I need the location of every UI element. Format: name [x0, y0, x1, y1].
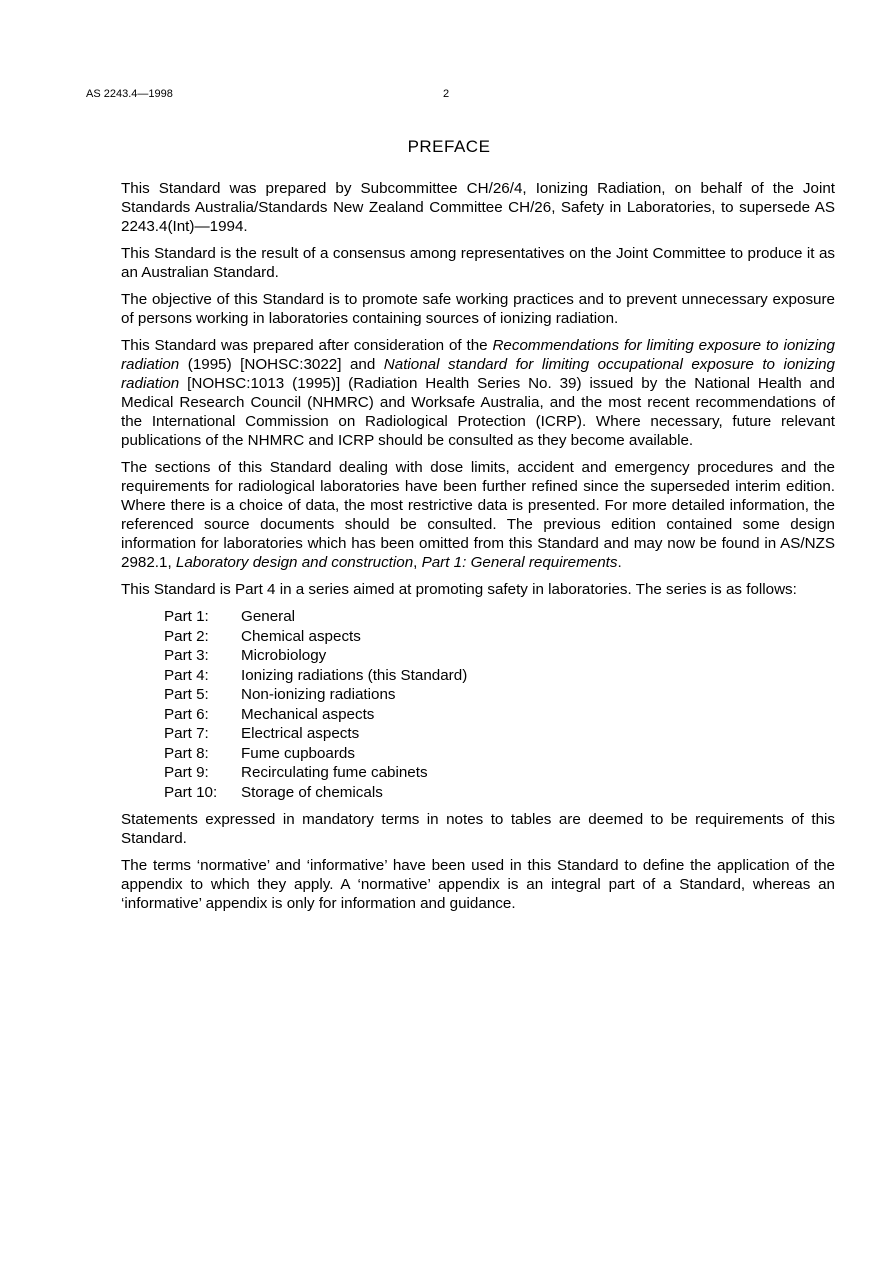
part-name: Electrical aspects: [241, 725, 360, 742]
part-name: Mechanical aspects: [241, 705, 375, 723]
part-number: Part 5:: [164, 686, 209, 703]
paragraph-mandatory-terms: Statements expressed in mandatory terms in notes to tables are deemed to be requirements of this Standard.: [121, 811, 835, 847]
part-number: Part 1:: [164, 608, 209, 625]
paragraph-text: ,: [413, 554, 422, 571]
part-number: Part 8:: [164, 744, 209, 762]
preface-body: [121, 179, 835, 921]
part-name: Non-ionizing radiations: [241, 686, 396, 703]
list-item: [164, 763, 835, 783]
paragraph-text: The sections of this Standard dealing with dose limits, accident and emergency procedures and the requirements for radiological laboratories have been further refined since the superseded interim edition. Where there is a choice of data, the most restrictive data is presented. For more detailed information, the referenced source documents should be consulted. The previous edition contained some design information for laboratories which has been omitted from this Standard and may now be found in AS/NZS 2982.1,: [121, 459, 835, 571]
part-name: Ionizing radiations (this Standard): [241, 666, 468, 684]
page-header: [86, 88, 806, 104]
list-item: [164, 724, 835, 744]
parts-list: [164, 607, 835, 802]
reference-title: National standard for limiting occupational exposure to ionizing radiation: [121, 356, 835, 392]
paragraph-text: (1995) [NOHSC:3022] and: [179, 356, 384, 373]
paragraph-prepared-by: This Standard was prepared by Subcommittee CH/26/4, Ionizing Radiation, on behalf of the Joint Standards Australia/Standards New Zealand Committee CH/26, Safety in Laboratories, to supersede AS 2243.4(Int)—1994.: [121, 180, 835, 235]
part-name: Fume cupboards: [241, 744, 355, 762]
paragraph-revisions: [121, 458, 835, 572]
part-number: Part 10:: [164, 783, 218, 801]
list-item: [164, 783, 835, 803]
paragraph-objective: The objective of this Standard is to promote safe working practices and to prevent unnecessary exposure of persons working in laboratories containing sources of ionizing radiation.: [121, 291, 835, 327]
page-title: PREFACE: [407, 137, 491, 156]
list-item: [164, 607, 835, 627]
list-item: [164, 685, 835, 705]
paragraph-normative-informative: The terms ‘normative’ and ‘informative’ have been used in this Standard to define the application of the appendix to which they apply. A ‘normative’ appendix is an integral part of a Standard, whereas an ‘informative’ appendix is only for information and guidance.: [121, 857, 835, 912]
part-name: Storage of chemicals: [241, 783, 383, 801]
paragraph-text: .: [617, 554, 622, 571]
paragraph-references: [121, 336, 835, 450]
part-number: Part 7:: [164, 725, 209, 742]
list-item: [164, 705, 835, 725]
list-item: [164, 744, 835, 764]
paragraph-consensus: This Standard is the result of a consensus among representatives on the Joint Committee to produce it as an Australian Standard.: [121, 245, 835, 281]
paragraph-text: This Standard was prepared after consideration of the: [121, 337, 493, 354]
list-item: [164, 627, 835, 647]
part-name: Recirculating fume cabinets: [241, 764, 428, 781]
document-id: AS 2243.4—1998: [86, 88, 173, 100]
page-number: 2: [443, 88, 450, 100]
reference-title: Part 1: General requirements: [421, 554, 618, 571]
part-number: Part 4:: [164, 666, 209, 684]
reference-title: Laboratory design and construction: [175, 554, 414, 571]
part-number: Part 6:: [164, 705, 209, 723]
part-name: General: [241, 608, 296, 625]
part-name: Chemical aspects: [241, 627, 361, 645]
part-number: Part 2:: [164, 627, 209, 645]
paragraph-series-intro: This Standard is Part 4 in a series aimed at promoting safety in laboratories. The series is as follows:: [121, 581, 797, 598]
part-name: Microbiology: [241, 647, 327, 664]
list-item: [164, 666, 835, 686]
paragraph-text: [NOHSC:1013 (1995)] (Radiation Health Series No. 39) issued by the National Health and Medical Research Council (NHMRC) and Worksafe Australia, and the most recent recommendations of the International Commission on Radiological Protection (ICRP). Where necessary, future relevant publications of the NHMRC and ICRP should be consulted as they become available.: [121, 375, 835, 449]
part-number: Part 3:: [164, 647, 209, 664]
reference-title: Recommendations for limiting exposure to ionizing radiation: [121, 337, 835, 373]
list-item: [164, 646, 835, 666]
part-number: Part 9:: [164, 764, 209, 781]
